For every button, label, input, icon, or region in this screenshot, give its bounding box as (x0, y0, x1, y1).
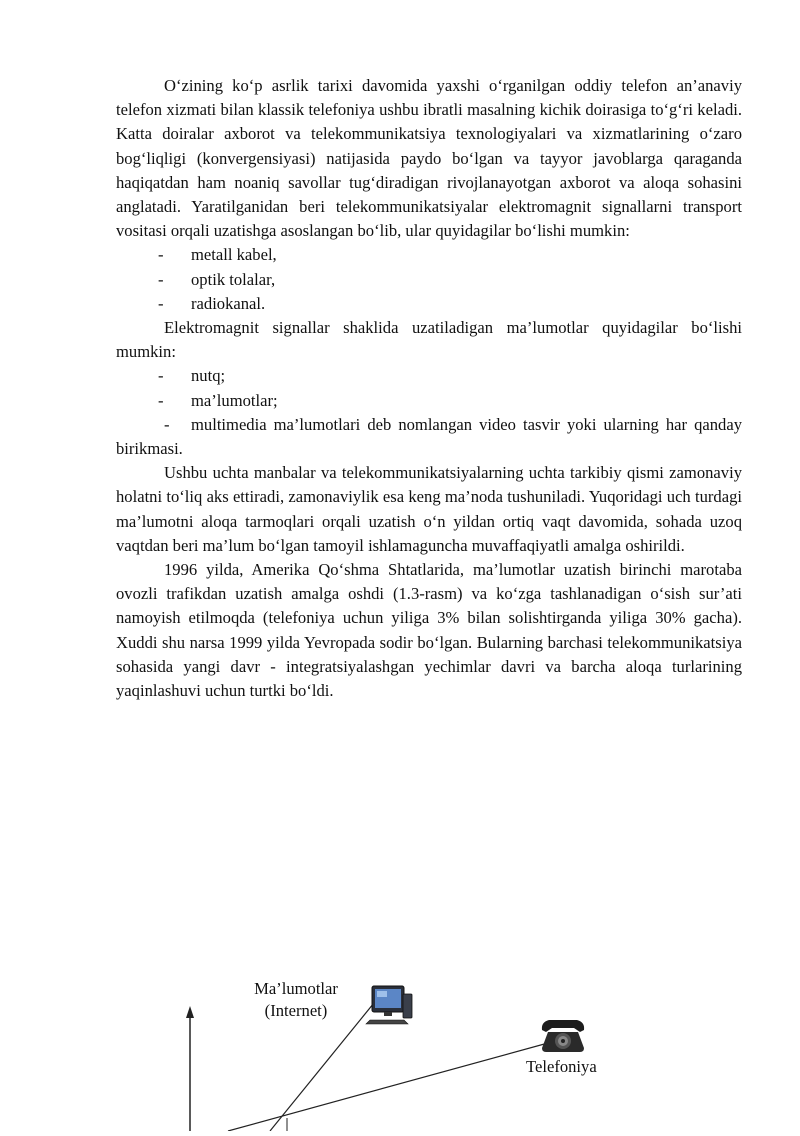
list-item (116, 268, 742, 292)
list-dash: - (164, 414, 170, 434)
data-types-list (116, 364, 742, 461)
data-label (238, 978, 354, 1022)
list-dash: - (158, 390, 164, 410)
telephony-trend-line (228, 1043, 548, 1131)
list-dash: - (158, 269, 164, 289)
list-item (116, 292, 742, 316)
data-label-line2: (Internet) (264, 1001, 328, 1020)
list-item (116, 364, 742, 388)
paragraph-intro: O‘zining ko‘p asrlik tarixi davomida yaxshi o‘rganilgan oddiy telefon an’anaviy telefon xizmati bilan klassik telefoniya ushbu ibratli masalning kichik doirasiga to‘g‘ri keladi. Katta doiralar axborot va telekommunikatsiya texnologiyalari va xizmatlarining o‘zaro bog‘liqligi (konvergensiyasi) natijasida paydo bo‘lgan va tayyor javoblarga qaraganda haqiqatdan ham noaniq savollar tug‘diradigan rivojlanayotgan axborot va aloqa sohasini anglatadi. Yaratilganidan beri telekommunikatsiyalar elektromagnit signallarni transport vositasi orqali uzatishga asoslangan bo‘lib, ular quyidagilar bo‘lishi mumkin: (116, 76, 742, 241)
list-dash: - (158, 293, 164, 313)
transport-media-list (116, 243, 742, 316)
list-item (116, 243, 742, 267)
computer-icon (366, 986, 412, 1024)
telephony-label: Telefoniya (526, 1057, 597, 1076)
list-item-text: multimedia ma’lumotlari deb nomlangan video tasvir yoki ularning har qanday birikmasi. (116, 414, 742, 459)
list-item-text: radiokanal. (191, 293, 266, 313)
data-label-line1: Ma’lumotlar (254, 979, 338, 998)
figure-graphic (0, 960, 800, 1131)
y-axis-arrow (186, 1006, 194, 1018)
document-body (116, 74, 742, 703)
list-item (116, 389, 742, 413)
paragraph-history: 1996 yilda, Amerika Qo‘shma Shtatlarida, ma’lumotlar uzatish birinchi marotaba ovozli trafikdan uzatish amalga oshdi (1.3-rasm) va ko‘zga tashlanadigan o‘sish sur’ati namoyish etilmoqda (telefoniya uchun yiliga 3% bilan solishtirganda yiliga 30% gacha). Xuddi shu narsa 1999 yilda Yevropada sodir bo‘lgan. Bularning barchasi telekommunikatsiya sohasida yangi davr - integratsiyalashgan yechimlar davri va barcha aloqa turlarining yaqinlashuvi uchun turtki bo‘ldi. (116, 560, 742, 701)
list-dash: - (158, 366, 164, 386)
list-item-text: metall kabel, (191, 245, 277, 265)
paragraph-signals: Elektromagnit signallar shaklida uzatiladigan ma’lumotlar quyidagilar bo‘lishi mumkin: (116, 318, 742, 362)
list-item-text: ma’lumotlar; (191, 390, 278, 410)
convergence-figure (0, 960, 800, 1131)
telephone-icon (542, 1020, 584, 1052)
list-item-text: nutq; (191, 366, 226, 386)
list-dash: - (158, 245, 164, 265)
paragraph-components: Ushbu uchta manbalar va telekommunikatsiyalarning uchta tarkibiy qismi zamonaviy holatni to‘liq aks ettiradi, zamonaviylik esa keng ma’noda tushuniladi. Yuqoridagi uch turdagi ma’lumotni aloqa tarmoqlari orqali uzatish o‘n yildan ortiq vaqt davomida, sohada uzoq vaqtdan beri ma’lum bo‘lgan tamoyil ishlamaguncha muvaffaqiyatli amalga oshirildi. (116, 463, 742, 555)
list-item (116, 413, 742, 461)
list-item-text: optik tolalar, (191, 269, 276, 289)
